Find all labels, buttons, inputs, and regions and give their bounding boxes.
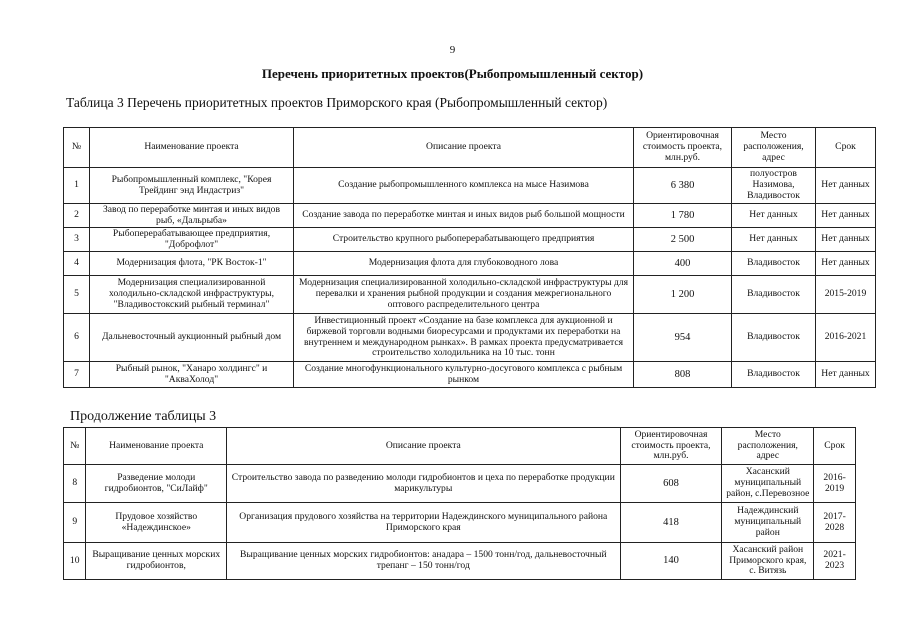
table-row	[64, 168, 876, 204]
row-num: 9	[64, 503, 86, 543]
row-place: Нет данных	[732, 228, 816, 252]
row-num: 4	[64, 252, 90, 276]
row-name: Рыбоперерабатывающее предприятия, "Доброфлот"	[90, 228, 294, 252]
header-cost: Ориентировочная стоимость проекта, млн.руб.	[634, 128, 732, 168]
row-term: Нет данных	[816, 168, 876, 204]
row-name: Модернизация флота, "РК Восток-1"	[90, 252, 294, 276]
header-term: Срок	[814, 428, 856, 465]
row-place: Владивосток	[732, 362, 816, 388]
row-name: Разведение молоди гидробионтов, "СиЛайф"	[86, 465, 227, 503]
row-num: 3	[64, 228, 90, 252]
table-row	[64, 252, 876, 276]
row-cost: 608	[620, 465, 722, 503]
row-name: Завод по переработке минтая и иных видов рыб, «Дальрыба»	[90, 204, 294, 228]
row-term: 2016-2021	[816, 314, 876, 362]
header-name: Наименование проекта	[86, 428, 227, 465]
row-cost: 954	[634, 314, 732, 362]
row-desc: Строительство крупного рыбоперерабатывающего предприятия	[294, 228, 634, 252]
row-place: полуостров Назимова, Владивосток	[732, 168, 816, 204]
row-desc: Модернизация специализированной холодильно-складской инфраструктуры для перевалки и хранения рыбной продукции и создания межрегионального оптового распределительного центра	[294, 276, 634, 314]
row-desc: Строительство завода по разведению молоди гидробионтов и цеха по переработке продукции марикультуры	[227, 465, 620, 503]
row-cost: 1 200	[634, 276, 732, 314]
header-desc: Описание проекта	[294, 128, 634, 168]
row-cost: 140	[620, 543, 722, 580]
page-number: 9	[449, 44, 456, 56]
table1-header-row	[64, 128, 876, 168]
row-place: Нет данных	[732, 204, 816, 228]
table-row	[64, 228, 876, 252]
row-place: Владивосток	[732, 276, 816, 314]
row-name: Модернизация специализированной холодильно-складской инфраструктуры, "Владивостокский рыбный терминал"	[90, 276, 294, 314]
row-desc: Модернизация флота для глубоководного лова	[294, 252, 634, 276]
row-term: Нет данных	[816, 362, 876, 388]
row-num: 5	[64, 276, 90, 314]
row-desc: Инвестиционный проект «Создание на базе комплекса для аукционной и биржевой торговли водными биоресурсами и продуктами их переработки на внутреннем и международном рынках». В рамках проекта предусматривается строительство холодильника на 10 тыс. тонн	[294, 314, 634, 362]
row-num: 2	[64, 204, 90, 228]
row-name: Прудовое хозяйство «Надеждинское»	[86, 503, 227, 543]
row-num: 6	[64, 314, 90, 362]
priority-projects-table-continued	[63, 427, 856, 580]
row-term: Нет данных	[816, 204, 876, 228]
table-row	[64, 503, 856, 543]
row-desc: Создание рыбопромышленного комплекса на мысе Назимова	[294, 168, 634, 204]
row-num: 7	[64, 362, 90, 388]
row-desc: Выращивание ценных морских гидробионтов: анадара – 1500 тонн/год, дальневосточный трепанг – 150 тонн/год	[227, 543, 620, 580]
row-cost: 418	[620, 503, 722, 543]
row-term: 2021-2023	[814, 543, 856, 580]
row-num: 10	[64, 543, 86, 580]
header-place: Место расположения, адрес	[732, 128, 816, 168]
header-name: Наименование проекта	[90, 128, 294, 168]
header-term: Срок	[816, 128, 876, 168]
priority-projects-table	[63, 127, 876, 388]
header-num: №	[64, 128, 90, 168]
row-name: Дальневосточный аукционный рыбный дом	[90, 314, 294, 362]
row-desc: Создание завода по переработке минтая и иных видов рыб большой мощности	[294, 204, 634, 228]
header-place: Место расположения, адрес	[722, 428, 814, 465]
table-row	[64, 465, 856, 503]
table2-header-row	[64, 428, 856, 465]
table-row	[64, 543, 856, 580]
header-desc: Описание проекта	[227, 428, 620, 465]
row-place: Хасанский муниципальный район, с.Перевозное	[722, 465, 814, 503]
row-num: 8	[64, 465, 86, 503]
row-term: Нет данных	[816, 252, 876, 276]
row-term: Нет данных	[816, 228, 876, 252]
table-row	[64, 276, 876, 314]
row-cost: 808	[634, 362, 732, 388]
row-desc: Организация прудового хозяйства на территории Надеждинского муниципального района Приморского края	[227, 503, 620, 543]
row-cost: 2 500	[634, 228, 732, 252]
table-row	[64, 204, 876, 228]
table-row	[64, 314, 876, 362]
row-cost: 6 380	[634, 168, 732, 204]
row-place: Хасанский район Приморского края, с. Витязь	[722, 543, 814, 580]
row-desc: Создание многофункционального культурно-досугового комплекса с рыбным рынком	[294, 362, 634, 388]
row-term: 2017-2028	[814, 503, 856, 543]
row-cost: 400	[634, 252, 732, 276]
table1-caption: Таблица 3 Перечень приоритетных проектов Приморского края (Рыбопромышленный сектор)	[66, 95, 608, 110]
table2-caption: Продолжение таблицы 3	[70, 409, 217, 424]
table-row	[64, 362, 876, 388]
row-cost: 1 780	[634, 204, 732, 228]
header-num: №	[64, 428, 86, 465]
header-cost: Ориентировочная стоимость проекта, млн.руб.	[620, 428, 722, 465]
document-title: Перечень приоритетных проектов(Рыбопромышленный сектор)	[261, 66, 644, 81]
row-term: 2016-2019	[814, 465, 856, 503]
row-name: Рыбный рынок, "Ханаро холдингс" и "АкваХолод"	[90, 362, 294, 388]
row-place: Владивосток	[732, 252, 816, 276]
row-place: Надеждинский муниципальный район	[722, 503, 814, 543]
row-place: Владивосток	[732, 314, 816, 362]
row-num: 1	[64, 168, 90, 204]
row-name: Рыбопромышленный комплекс, "Корея Трейдинг энд Индастриз"	[90, 168, 294, 204]
row-term: 2015-2019	[816, 276, 876, 314]
row-name: Выращивание ценных морских гидробионтов,	[86, 543, 227, 580]
